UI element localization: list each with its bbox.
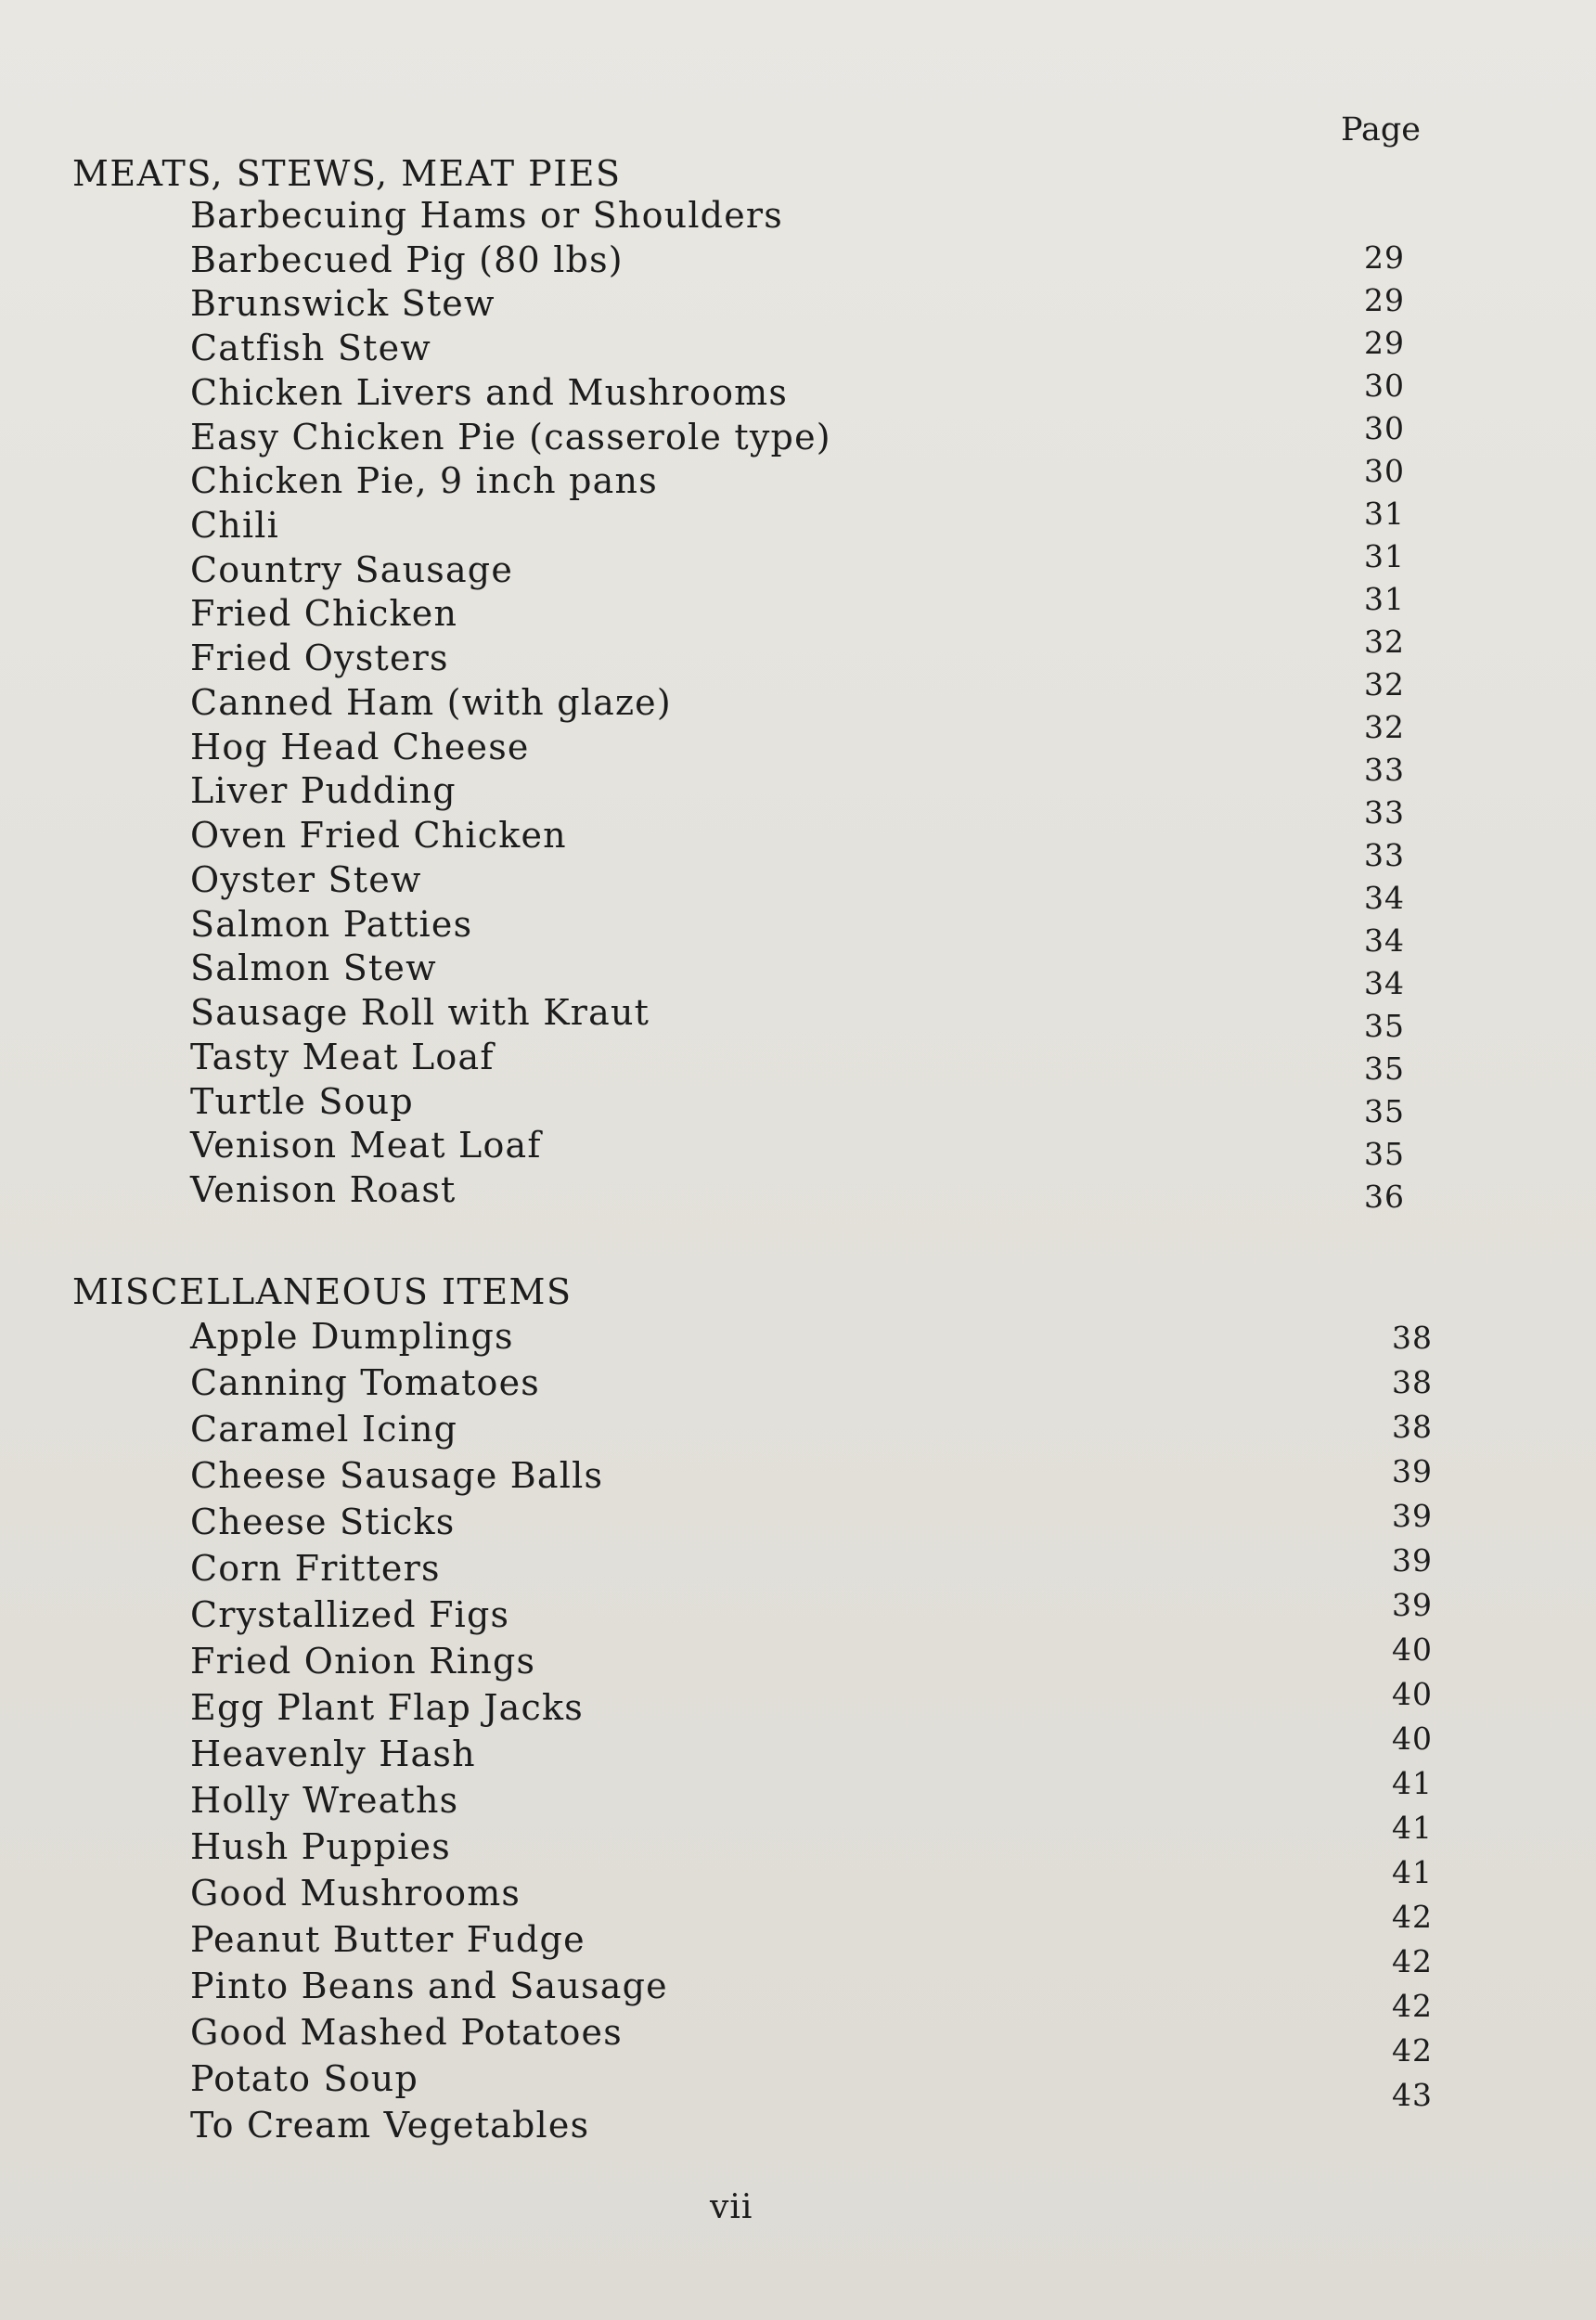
list-item: Egg Plant Flap Jacks — [190, 1687, 584, 1728]
list-item: Oven Fried Chicken — [190, 815, 567, 856]
list-item: Pinto Beans and Sausage — [190, 1966, 668, 2006]
page-number: 34 — [1364, 922, 1405, 959]
list-item: Crystallized Figs — [190, 1594, 510, 1635]
list-item: Barbecued Pig (80 lbs) — [190, 239, 624, 280]
page-number: 30 — [1364, 367, 1405, 404]
page-number: 42 — [1392, 2032, 1433, 2069]
page-number: 35 — [1364, 1093, 1405, 1129]
page-number: 38 — [1392, 1364, 1433, 1400]
page-number: 38 — [1392, 1409, 1433, 1445]
list-item: Chili — [190, 505, 280, 546]
page-number: 34 — [1364, 965, 1405, 1001]
list-item: Canning Tomatoes — [190, 1362, 541, 1403]
page-number: 42 — [1392, 1988, 1433, 2024]
list-item: Salmon Stew — [190, 947, 437, 988]
page-number: 41 — [1392, 1810, 1433, 1846]
list-item: To Cream Vegetables — [190, 2105, 590, 2146]
list-item: Turtle Soup — [190, 1081, 414, 1122]
page-number: 39 — [1392, 1453, 1433, 1489]
page-number: 32 — [1364, 709, 1405, 745]
page-number: 35 — [1364, 1050, 1405, 1087]
list-item: Good Mashed Potatoes — [190, 2012, 623, 2053]
list-item: Potato Soup — [190, 2058, 418, 2099]
page-number: 34 — [1364, 880, 1405, 916]
list-item: Apple Dumplings — [190, 1316, 514, 1357]
section-heading-misc: MISCELLANEOUS ITEMS — [72, 1271, 573, 1312]
list-item: Good Mushrooms — [190, 1873, 521, 1914]
page-number: 40 — [1392, 1676, 1433, 1712]
page-number: 33 — [1364, 794, 1405, 831]
list-item: Fried Chicken — [190, 593, 458, 634]
list-item: Easy Chicken Pie (casserole type) — [190, 417, 831, 458]
page-number: 40 — [1392, 1721, 1433, 1757]
list-item: Venison Roast — [190, 1169, 457, 1210]
list-item: Oyster Stew — [190, 859, 422, 900]
list-item: Fried Onion Rings — [190, 1641, 536, 1682]
list-item: Hog Head Cheese — [190, 727, 530, 767]
list-item: Tasty Meat Loaf — [190, 1037, 495, 1077]
page-number: 39 — [1392, 1587, 1433, 1623]
list-item: Canned Ham (with glaze) — [190, 682, 672, 723]
page-number: 36 — [1364, 1179, 1405, 1215]
page-number: 29 — [1364, 282, 1405, 318]
page-number: 42 — [1392, 1943, 1433, 1979]
page-number: 30 — [1364, 453, 1405, 489]
page-number: 41 — [1392, 1765, 1433, 1801]
page-folio: vii — [710, 2188, 753, 2226]
list-item: Salmon Patties — [190, 904, 473, 945]
list-item: Corn Fritters — [190, 1548, 441, 1589]
page-number: 31 — [1364, 581, 1405, 617]
page-number: 33 — [1364, 752, 1405, 788]
page-number: 43 — [1392, 2077, 1433, 2113]
list-item: Cheese Sticks — [190, 1502, 456, 1542]
page-column-header: Page — [1341, 111, 1421, 148]
list-item: Hush Puppies — [190, 1826, 451, 1867]
page-number: 32 — [1364, 666, 1405, 702]
list-item: Fried Oysters — [190, 638, 449, 678]
list-item: Country Sausage — [190, 549, 514, 590]
list-item: Venison Meat Loaf — [190, 1125, 542, 1166]
page-number: 32 — [1364, 624, 1405, 660]
page-number: 31 — [1364, 496, 1405, 532]
list-item: Catfish Stew — [190, 328, 431, 368]
list-item: Peanut Butter Fudge — [190, 1919, 586, 1960]
list-item: Liver Pudding — [190, 770, 457, 811]
list-item: Holly Wreaths — [190, 1780, 459, 1821]
page-number: 38 — [1392, 1320, 1433, 1356]
page-number: 41 — [1392, 1854, 1433, 1890]
page-number: 29 — [1364, 239, 1405, 276]
list-item: Barbecuing Hams or Shoulders — [190, 195, 783, 236]
page-number: 39 — [1392, 1498, 1433, 1534]
page-number: 30 — [1364, 410, 1405, 446]
list-item: Heavenly Hash — [190, 1734, 476, 1774]
page-number: 35 — [1364, 1008, 1405, 1044]
page-number: 39 — [1392, 1542, 1433, 1579]
section-heading-meats: MEATS, STEWS, MEAT PIES — [72, 153, 622, 194]
list-item: Sausage Roll with Kraut — [190, 992, 650, 1033]
list-item: Brunswick Stew — [190, 283, 496, 324]
page-number: 29 — [1364, 325, 1405, 361]
page-number: 35 — [1364, 1136, 1405, 1172]
page-number: 42 — [1392, 1899, 1433, 1935]
list-item: Caramel Icing — [190, 1409, 458, 1450]
list-item: Cheese Sausage Balls — [190, 1455, 604, 1496]
page-number: 40 — [1392, 1631, 1433, 1668]
list-item: Chicken Livers and Mushrooms — [190, 372, 789, 413]
page-number: 33 — [1364, 837, 1405, 873]
page-number: 31 — [1364, 538, 1405, 574]
list-item: Chicken Pie, 9 inch pans — [190, 460, 658, 501]
